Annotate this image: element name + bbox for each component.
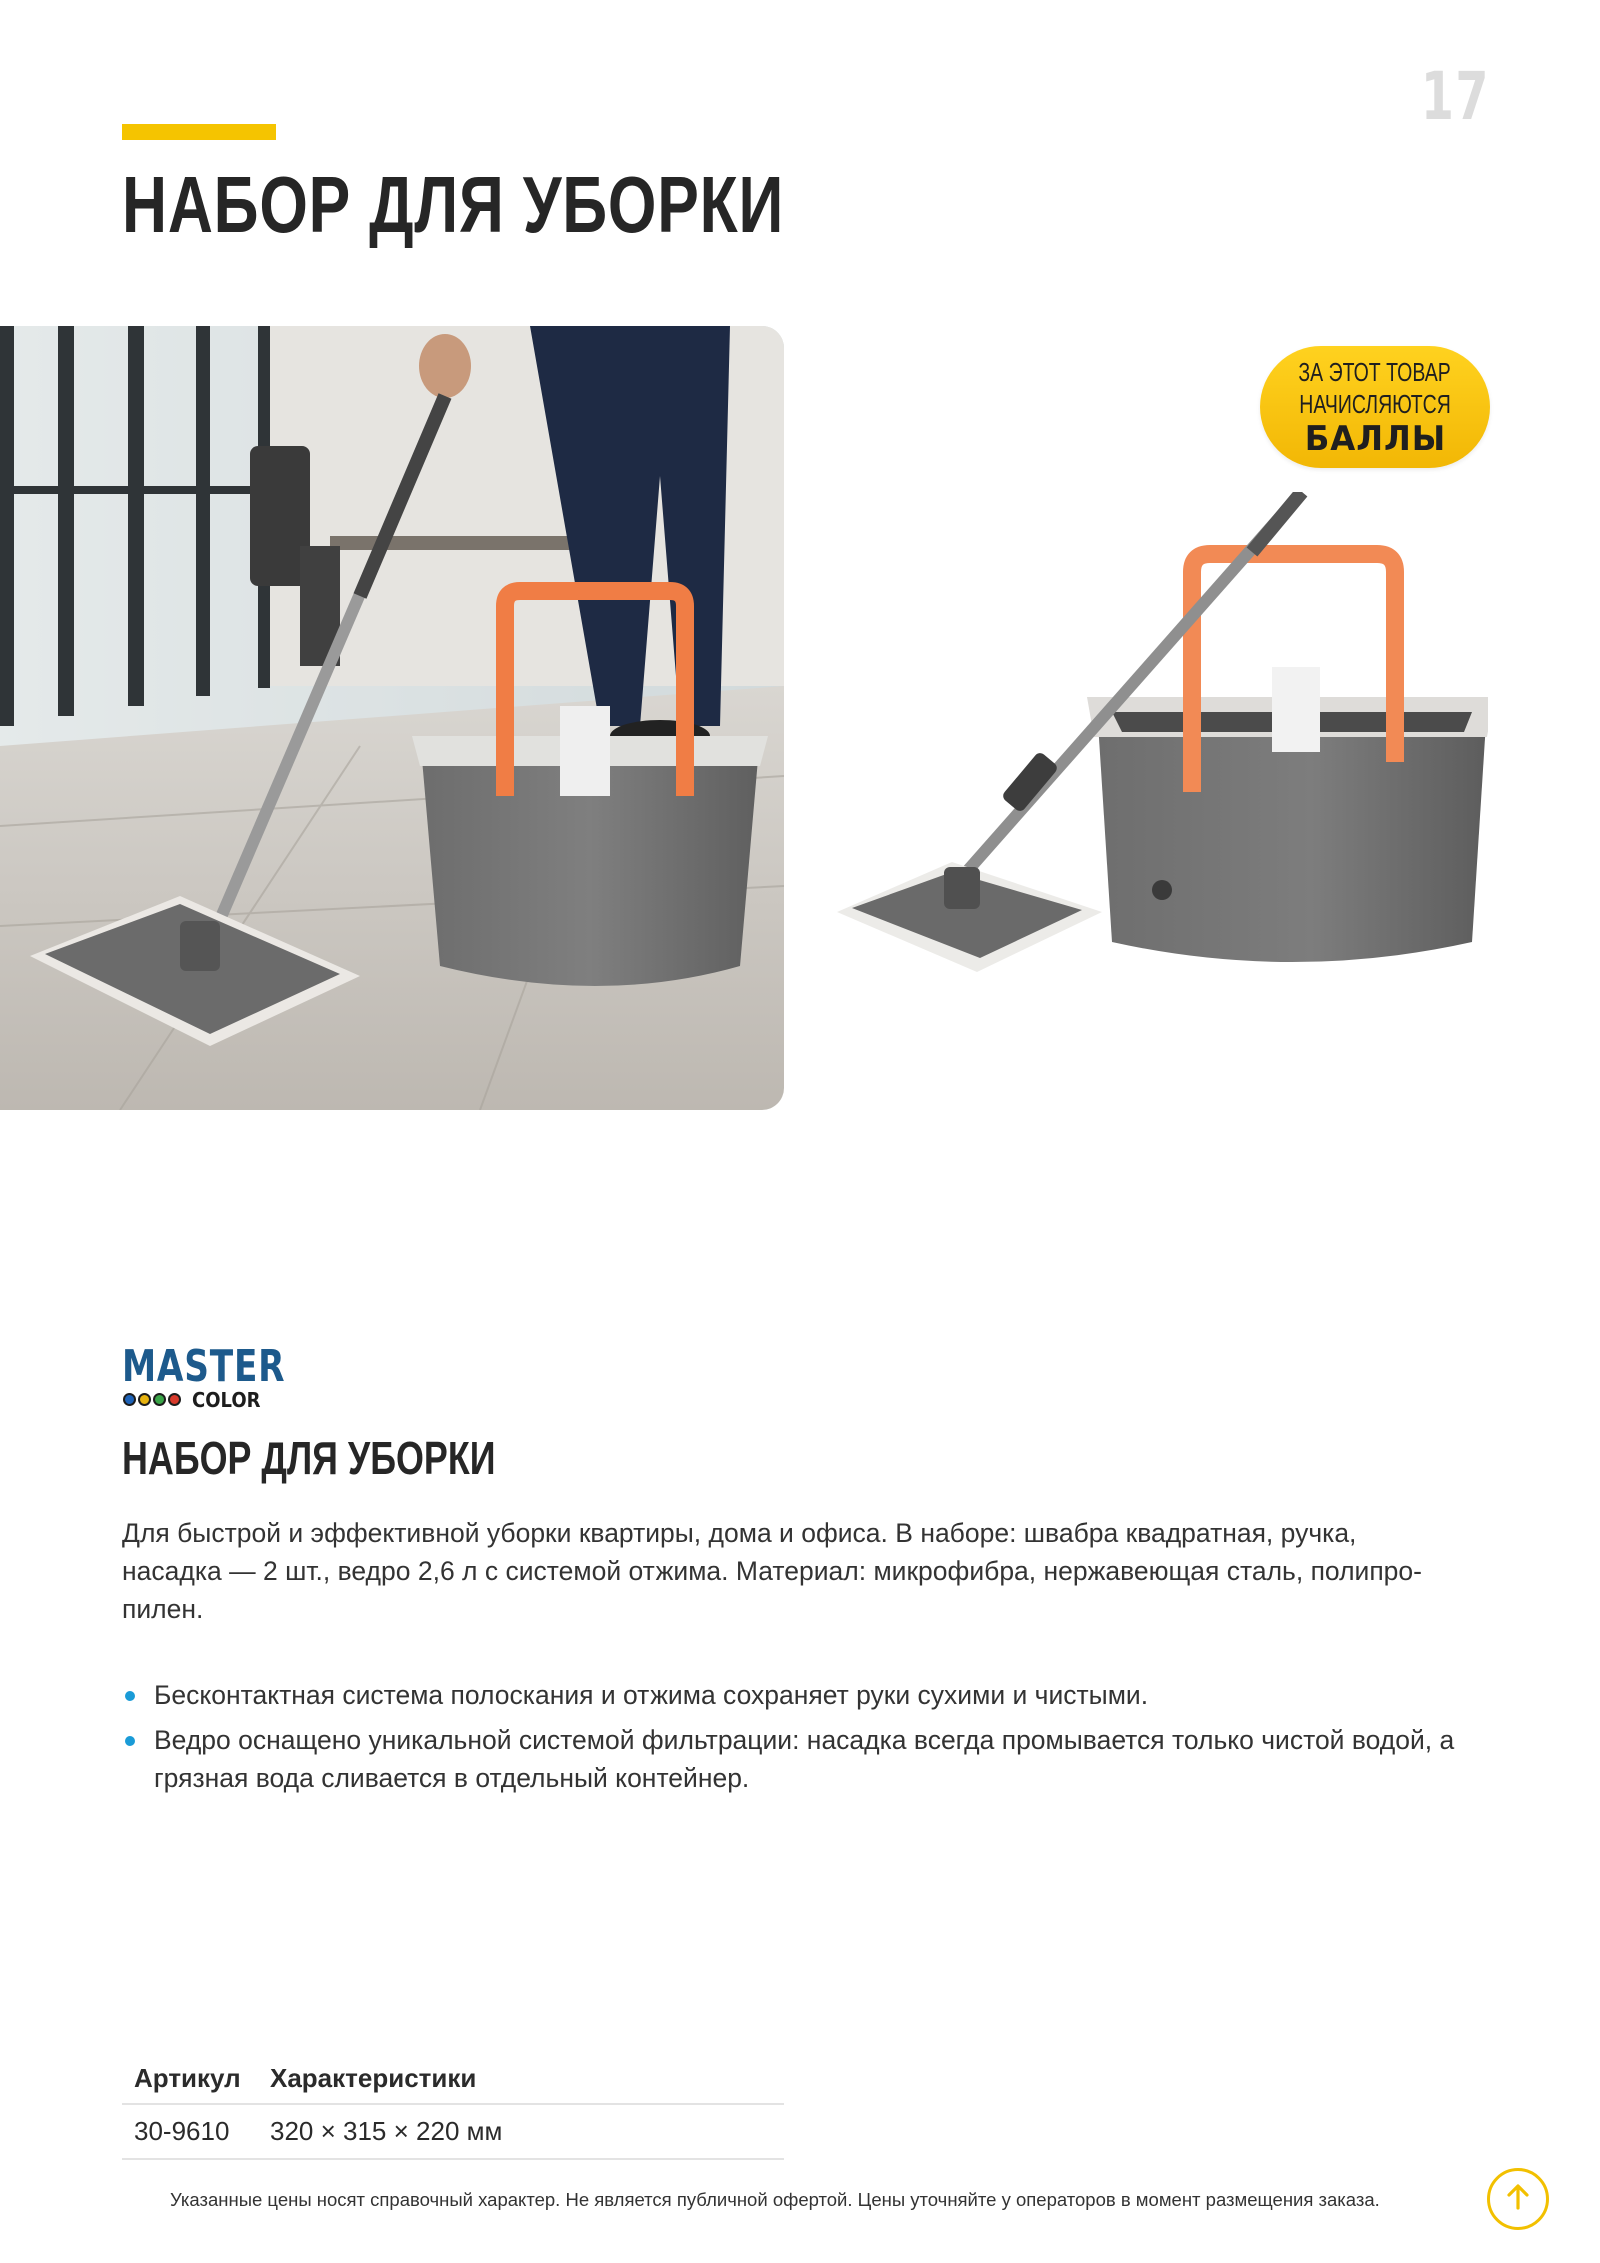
points-badge xyxy=(1260,346,1490,468)
brand-logo xyxy=(122,1341,286,1414)
accent-bar xyxy=(122,124,276,140)
feature-item: Бесконтактная система полоскания и отжима сохраняет руки сухими и чистыми. xyxy=(122,1676,1482,1714)
brand-logo-top: MASTER xyxy=(122,1341,286,1392)
spec-cell-sku: 30-9610 xyxy=(122,2104,258,2159)
feature-item: Ведро оснащено уникальной системой фильтрации: насадка всегда промывается только чистой водой, а грязная вода сливается в отдельный контейнер. xyxy=(122,1721,1482,1797)
feature-list xyxy=(122,1676,1482,1804)
badge-line-1: ЗА ЭТОТ ТОВАР xyxy=(1298,357,1452,387)
footer-disclaimer: Указанные цены носят справочный характер. Не является публичной офертой. Цены уточняйте у операторов в момент размещения заказа. xyxy=(170,2189,1380,2210)
spec-table-header-row xyxy=(122,2053,784,2104)
page-number: 17 xyxy=(1420,58,1490,135)
spec-header-sku: Артикул xyxy=(122,2053,258,2104)
arrow-up-icon xyxy=(1503,2182,1533,2217)
product-description: Для быстрой и эффективной уборки квартиры, дома и офиса. В наборе: швабра квадратная, ручка, насадка — 2 шт., ведро 2,6 л с системой отжима. Материал: микрофибра, нержавеющая сталь, полипропилен. xyxy=(122,1518,1422,1624)
lifestyle-photo xyxy=(0,326,784,1110)
badge-line-2: НАЧИСЛЯЮТСЯ xyxy=(1299,389,1451,419)
product-name: НАБОР ДЛЯ УБОРКИ xyxy=(122,1432,496,1484)
badge-line-3: БАЛЛЫ xyxy=(1304,419,1446,459)
brand-logo-dots xyxy=(123,1393,181,1406)
scroll-to-top-button[interactable] xyxy=(1487,2168,1549,2230)
table-row xyxy=(122,2104,784,2159)
spec-table xyxy=(122,2053,784,2160)
brand-logo-bottom: COLOR xyxy=(192,1388,261,1412)
spec-header-characteristics: Характеристики xyxy=(258,2053,784,2104)
product-photo xyxy=(832,492,1488,982)
spec-cell-characteristics: 320 × 315 × 220 мм xyxy=(258,2104,784,2159)
page-title: НАБОР ДЛЯ УБОРКИ xyxy=(122,160,785,249)
